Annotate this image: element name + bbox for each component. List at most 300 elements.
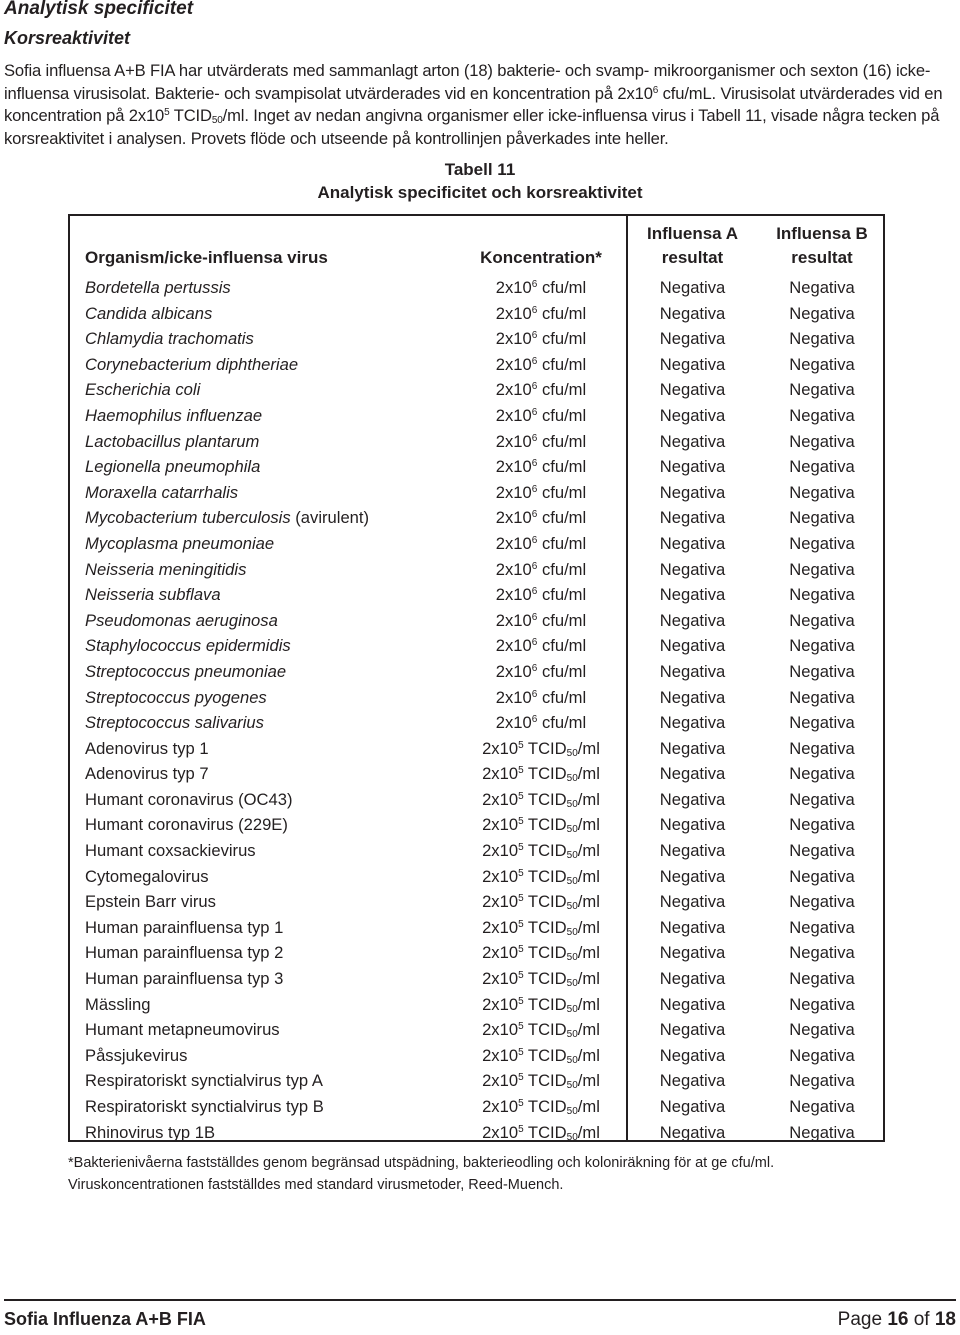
table-header — [70, 216, 883, 274]
organism-name — [85, 1017, 280, 1043]
conc-base: 2x10 — [495, 713, 532, 733]
conc-subscript: 50 — [566, 798, 578, 810]
flu-a-result: Negativa — [659, 380, 726, 400]
organism-name — [85, 889, 216, 915]
conc-subscript: 50 — [566, 1029, 578, 1041]
conc-base: 2x10 — [495, 559, 532, 579]
flu-b-result: Negativa — [789, 994, 855, 1014]
flu-a-result: Negativa — [659, 457, 726, 477]
conc-subscript: 50 — [566, 1080, 578, 1092]
header-flu-a-line2: resultat — [661, 248, 724, 267]
table-row — [70, 429, 883, 455]
conc-unit: TCID — [523, 789, 567, 809]
organism-name — [85, 1043, 187, 1069]
table-row — [70, 403, 883, 429]
concentration-cell — [456, 454, 626, 480]
concentration-cell — [456, 940, 626, 966]
flu-a-result: Negativa — [659, 405, 726, 425]
organism-name-text: Humant coxsackievirus — [85, 841, 256, 861]
footer-product: Sofia Influenza A+B FIA — [4, 1309, 206, 1329]
conc-exponent: 6 — [531, 355, 538, 367]
flu-b-result: Negativa — [789, 457, 855, 477]
conc-exponent: 5 — [518, 739, 524, 751]
intro-text-b: cfu/mL. Virusisolat utvärderades vid en koncentration på 2x10 — [4, 83, 943, 125]
organism-name — [85, 915, 283, 941]
conc-exponent: 6 — [531, 279, 538, 290]
conc-unit-suffix: /ml — [577, 1045, 600, 1065]
flu-a-result: Negativa — [659, 1097, 726, 1116]
organism-name-text: Neisseria meningitidis — [85, 559, 247, 579]
conc-base: 2x10 — [495, 405, 532, 425]
flu-b-result: Negativa — [789, 943, 855, 963]
organism-name-text: Human parainfluensa typ 1 — [85, 917, 284, 937]
header-flu-a-line1: Influensa A — [647, 224, 738, 243]
organism-name — [85, 812, 288, 838]
table-row — [70, 608, 883, 634]
section-heading: Analytisk specificitet — [4, 0, 194, 19]
table-number: Tabell 11 — [444, 160, 516, 179]
concentration-cell — [456, 838, 626, 864]
organism-name-text: Respiratoriskt synctialvirus typ A — [85, 1071, 323, 1091]
conc-exponent: 5 — [518, 842, 524, 854]
concentration-cell — [456, 557, 626, 583]
table-row — [70, 352, 883, 378]
conc-unit-suffix: /ml — [577, 1071, 600, 1091]
conc-exponent: 5 — [518, 790, 524, 802]
table-row — [70, 633, 883, 659]
conc-exponent: 6 — [531, 483, 538, 495]
flu-b-result: Negativa — [789, 354, 855, 374]
organism-name — [85, 275, 231, 301]
organism-name — [85, 454, 260, 480]
organism-name-text: Humant coronavirus (229E) — [85, 815, 288, 835]
header-flu-b-line2: resultat — [791, 248, 853, 267]
organism-name-text: Epstein Barr virus — [85, 892, 216, 912]
conc-unit: cfu/ml — [537, 482, 587, 502]
conc-unit-suffix: /ml — [577, 1122, 600, 1142]
conc-base: 2x10 — [482, 943, 519, 963]
conc-subscript: 50 — [566, 747, 578, 759]
intro-sup-a: 6 — [652, 84, 659, 96]
conc-base: 2x10 — [482, 815, 519, 835]
conc-base: 2x10 — [482, 764, 519, 784]
conc-exponent: 6 — [531, 637, 538, 649]
table-row — [70, 761, 883, 787]
conc-base: 2x10 — [482, 866, 519, 886]
concentration-cell — [456, 1120, 626, 1146]
flu-a-result: Negativa — [659, 943, 726, 963]
conc-exponent: 6 — [531, 611, 538, 623]
table-row — [70, 838, 883, 864]
flu-b-result: Negativa — [789, 866, 855, 886]
header-flu-b — [759, 222, 885, 270]
concentration-cell — [456, 480, 626, 506]
flu-b-result: Negativa — [789, 969, 855, 989]
conc-unit: cfu/ml — [537, 380, 587, 400]
conc-base: 2x10 — [495, 380, 532, 400]
conc-unit-suffix: /ml — [577, 892, 600, 912]
table-row — [70, 736, 883, 762]
conc-unit: cfu/ml — [537, 354, 587, 374]
conc-base: 2x10 — [495, 661, 532, 681]
table-row — [70, 685, 883, 711]
conc-unit-suffix: /ml — [577, 764, 600, 784]
conc-unit: cfu/ml — [537, 636, 587, 656]
conc-unit-suffix: /ml — [577, 994, 600, 1014]
table-row — [70, 377, 883, 403]
conc-base: 2x10 — [495, 457, 532, 477]
conc-unit: TCID — [523, 943, 567, 963]
conc-unit: TCID — [523, 764, 567, 784]
conc-exponent: 5 — [518, 918, 524, 930]
conc-base: 2x10 — [495, 508, 532, 528]
concentration-cell — [456, 864, 626, 890]
concentration-cell — [456, 1017, 626, 1043]
organism-name — [85, 480, 238, 506]
conc-exponent: 5 — [518, 1123, 524, 1135]
organism-name-text: Moraxella catarrhalis — [85, 482, 239, 502]
flu-a-result: Negativa — [659, 482, 726, 502]
flu-a-result: Negativa — [659, 661, 726, 681]
conc-unit-suffix: /ml — [577, 943, 600, 963]
table-row — [70, 889, 883, 915]
organism-name-text: Streptococcus pneumoniae — [85, 661, 287, 681]
flu-a-result: Negativa — [659, 1020, 726, 1040]
conc-subscript: 50 — [566, 824, 578, 836]
conc-exponent: 6 — [531, 509, 538, 521]
conc-unit: TCID — [523, 917, 567, 937]
conc-unit: TCID — [523, 1122, 567, 1142]
organism-name-text: Mässling — [85, 994, 151, 1014]
flu-a-result: Negativa — [659, 431, 726, 451]
organism-name — [85, 710, 264, 736]
flu-b-result: Negativa — [789, 610, 855, 630]
conc-unit: cfu/ml — [537, 303, 587, 323]
footnote-virus: Viruskoncentrationen fastställdes med standard virusmetoder, Reed-Muench. — [68, 1177, 564, 1193]
organism-name-text: Escherichia coli — [85, 380, 201, 400]
table-row — [70, 659, 883, 685]
flu-a-result: Negativa — [659, 815, 726, 835]
conc-subscript: 50 — [566, 875, 578, 887]
conc-unit: cfu/ml — [537, 533, 587, 553]
table-row — [70, 275, 883, 301]
conc-exponent: 6 — [531, 662, 538, 674]
conc-base: 2x10 — [495, 610, 532, 630]
concentration-cell — [456, 403, 626, 429]
conc-unit-suffix: /ml — [577, 866, 600, 886]
concentration-cell — [456, 633, 626, 659]
conc-unit-suffix: /ml — [577, 841, 600, 861]
conc-exponent: 5 — [518, 1046, 524, 1058]
conc-subscript: 50 — [566, 901, 578, 913]
conc-subscript: 50 — [566, 850, 578, 862]
conc-base: 2x10 — [482, 1097, 519, 1116]
organism-name — [85, 633, 291, 659]
conc-exponent: 6 — [531, 304, 538, 316]
flu-a-result: Negativa — [659, 533, 726, 553]
conc-exponent: 6 — [531, 714, 538, 726]
concentration-cell — [456, 429, 626, 455]
flu-a-result: Negativa — [659, 636, 726, 656]
conc-unit: cfu/ml — [537, 431, 587, 451]
conc-base: 2x10 — [495, 636, 532, 656]
conc-unit: TCID — [523, 1045, 567, 1065]
conc-subscript: 50 — [566, 926, 578, 938]
flu-b-result: Negativa — [789, 841, 855, 861]
conc-exponent: 6 — [531, 586, 538, 598]
organism-name — [85, 685, 267, 711]
concentration-cell — [456, 889, 626, 915]
flu-b-result: Negativa — [789, 405, 855, 425]
concentration-cell — [456, 761, 626, 787]
concentration-cell — [456, 685, 626, 711]
conc-subscript: 50 — [566, 773, 578, 785]
flu-b-result: Negativa — [789, 661, 855, 681]
table-row — [70, 966, 883, 992]
conc-exponent: 6 — [531, 330, 538, 342]
organism-name-text: Candida albicans — [85, 303, 213, 323]
flu-b-result: Negativa — [789, 533, 855, 553]
organism-name — [85, 966, 283, 992]
conc-base: 2x10 — [482, 738, 519, 758]
organism-name-text: Bordetella pertussis — [85, 278, 231, 297]
concentration-cell — [456, 352, 626, 378]
table-row — [70, 557, 883, 583]
organism-name-suffix: (avirulent) — [290, 508, 370, 528]
concentration-cell — [456, 531, 626, 557]
concentration-cell — [456, 966, 626, 992]
conc-unit: TCID — [523, 1020, 567, 1040]
table-title: Analytisk specificitet och korsreaktivitet — [317, 183, 643, 202]
organism-name-text: Pseudomonas aeruginosa — [85, 610, 278, 630]
section-subheading: Korsreaktivitet — [4, 28, 131, 48]
conc-unit-suffix: /ml — [577, 969, 600, 989]
concentration-cell — [456, 915, 626, 941]
concentration-cell — [456, 608, 626, 634]
organism-name — [85, 1068, 323, 1094]
flu-a-result: Negativa — [659, 303, 726, 323]
organism-name — [85, 429, 259, 455]
intro-sub: 50 — [211, 115, 223, 126]
conc-exponent: 5 — [518, 765, 524, 777]
conc-base: 2x10 — [495, 329, 532, 349]
organism-name — [85, 761, 209, 787]
conc-exponent: 5 — [518, 944, 524, 956]
table-row — [70, 582, 883, 608]
concentration-cell — [456, 1043, 626, 1069]
conc-unit: cfu/ml — [537, 713, 587, 733]
flu-b-result: Negativa — [789, 1097, 855, 1116]
conc-base: 2x10 — [482, 1020, 519, 1040]
conc-base: 2x10 — [482, 917, 519, 937]
concentration-cell — [456, 992, 626, 1018]
table-row — [70, 992, 883, 1018]
header-flu-b-line1: Influensa B — [776, 224, 868, 243]
table-row — [70, 1017, 883, 1043]
footer-page-number — [838, 1309, 956, 1331]
conc-unit-suffix: /ml — [577, 738, 600, 758]
flu-a-result: Negativa — [659, 508, 726, 528]
organism-name-text: Streptococcus salivarius — [85, 713, 264, 733]
intro-sup-b: 5 — [164, 107, 170, 118]
table-row — [70, 812, 883, 838]
flu-b-result: Negativa — [789, 1020, 855, 1040]
organism-name-text: Human parainfluensa typ 3 — [85, 969, 284, 989]
concentration-cell — [456, 582, 626, 608]
flu-b-result: Negativa — [789, 1122, 855, 1142]
flu-b-result: Negativa — [789, 303, 855, 323]
organism-name-text: Streptococcus pyogenes — [85, 687, 267, 707]
organism-name-text: Cytomegalovirus — [85, 866, 209, 886]
concentration-cell — [456, 710, 626, 736]
concentration-cell — [456, 1094, 626, 1120]
organism-name-text: Human parainfluensa typ 2 — [85, 943, 284, 963]
intro-text-d: /ml. Inget av nedan angivna organismer eller icke-influensa virus i Tabell 11, visade några tecken på korsreaktivitet i analysen. Provets flöde och utseende på kontrollinjen påverkades inte heller. — [4, 106, 940, 148]
organism-name — [85, 377, 200, 403]
organism-name-text: Påssjukevirus — [85, 1045, 188, 1065]
header-organism: Organism/icke-influensa virus — [85, 248, 328, 267]
conc-exponent: 5 — [518, 995, 524, 1007]
organism-name — [85, 864, 209, 890]
conc-base: 2x10 — [482, 1045, 519, 1065]
concentration-cell — [456, 1068, 626, 1094]
organism-name — [85, 787, 293, 813]
conc-unit: cfu/ml — [537, 687, 587, 707]
flu-a-result: Negativa — [659, 866, 726, 886]
conc-base: 2x10 — [482, 892, 519, 912]
flu-a-result: Negativa — [659, 610, 726, 630]
page-mid: of — [908, 1309, 935, 1330]
organism-name-text: Staphylococcus epidermidis — [85, 636, 291, 656]
flu-b-result: Negativa — [789, 585, 855, 605]
conc-subscript: 50 — [566, 952, 578, 964]
conc-unit: TCID — [523, 866, 567, 886]
flu-a-result: Negativa — [659, 764, 726, 784]
conc-exponent: 5 — [518, 970, 524, 982]
flu-a-result: Negativa — [659, 278, 726, 297]
organism-name — [85, 940, 283, 966]
conc-exponent: 6 — [531, 560, 538, 572]
organism-name — [85, 1094, 324, 1120]
conc-base: 2x10 — [482, 969, 519, 989]
conc-exponent: 5 — [518, 1098, 524, 1109]
table-row — [70, 787, 883, 813]
table-row — [70, 505, 883, 531]
conc-base: 2x10 — [482, 789, 519, 809]
conc-unit: cfu/ml — [537, 610, 587, 630]
organism-name — [85, 582, 221, 608]
concentration-cell — [456, 326, 626, 352]
flu-a-result: Negativa — [659, 738, 726, 758]
conc-unit: cfu/ml — [537, 508, 587, 528]
conc-unit: cfu/ml — [537, 661, 587, 681]
flu-b-result: Negativa — [789, 764, 855, 784]
header-flu-a — [626, 222, 759, 270]
flu-a-result: Negativa — [659, 713, 726, 733]
organism-name — [85, 659, 286, 685]
conc-unit: cfu/ml — [537, 457, 587, 477]
page-prefix: Page — [837, 1309, 888, 1330]
conc-subscript: 50 — [566, 1131, 578, 1143]
conc-unit-suffix: /ml — [577, 1097, 600, 1116]
table-row — [70, 1094, 883, 1120]
table-body — [70, 275, 883, 1145]
organism-name-text: Chlamydia trachomatis — [85, 329, 254, 349]
conc-unit: cfu/ml — [537, 585, 587, 605]
page-current: 16 — [887, 1309, 909, 1330]
organism-name-text: Neisseria subflava — [85, 585, 221, 605]
organism-name-text: Humant coronavirus (OC43) — [85, 789, 293, 809]
table-row — [70, 1043, 883, 1069]
organism-name — [85, 736, 209, 762]
flu-b-result: Negativa — [789, 789, 855, 809]
flu-a-result: Negativa — [659, 969, 726, 989]
conc-base: 2x10 — [482, 1071, 519, 1091]
concentration-cell — [456, 505, 626, 531]
conc-base: 2x10 — [482, 1122, 519, 1142]
conc-exponent: 6 — [531, 688, 538, 700]
flu-b-result: Negativa — [789, 329, 855, 349]
conc-subscript: 50 — [566, 1054, 578, 1066]
conc-unit: TCID — [523, 815, 567, 835]
conc-base: 2x10 — [482, 994, 519, 1014]
conc-unit: TCID — [523, 1071, 567, 1091]
concentration-cell — [456, 736, 626, 762]
conc-unit: cfu/ml — [537, 329, 587, 349]
flu-a-result: Negativa — [659, 994, 726, 1014]
organism-name — [85, 557, 246, 583]
organism-name-text: Mycobacterium tuberculosis — [85, 508, 291, 528]
organism-name — [85, 326, 254, 352]
intro-paragraph — [4, 60, 954, 150]
organism-name-text: Haemophilus influenzae — [85, 405, 263, 425]
footnote-bacteria: *Bakterienivåerna fastställdes genom begränsad utspädning, bakterieodling och koloniräkning för at ge cfu/ml. — [68, 1155, 775, 1171]
conc-exponent: 6 — [531, 432, 538, 444]
conc-exponent: 6 — [531, 534, 538, 546]
flu-a-result: Negativa — [659, 917, 726, 937]
concentration-cell — [456, 812, 626, 838]
table-row — [70, 864, 883, 890]
conc-unit: TCID — [523, 969, 567, 989]
flu-a-result: Negativa — [659, 1122, 726, 1142]
conc-unit: cfu/ml — [537, 278, 587, 297]
table-row — [70, 1068, 883, 1094]
flu-a-result: Negativa — [659, 789, 726, 809]
organism-name-text: Respiratoriskt synctialvirus typ B — [85, 1097, 324, 1116]
table-row — [70, 710, 883, 736]
conc-base: 2x10 — [495, 585, 532, 605]
page-total: 18 — [934, 1309, 956, 1330]
conc-base: 2x10 — [495, 303, 532, 323]
table-row — [70, 454, 883, 480]
organism-name-text: Legionella pneumophila — [85, 457, 261, 477]
flu-b-result: Negativa — [789, 636, 855, 656]
flu-a-result: Negativa — [659, 1071, 726, 1091]
footer-rule — [4, 1299, 956, 1301]
concentration-cell — [456, 787, 626, 813]
organism-name-text: Mycoplasma pneumoniae — [85, 533, 275, 553]
flu-a-result: Negativa — [659, 329, 726, 349]
organism-name-text: Corynebacterium diphtheriae — [85, 354, 299, 374]
table-row — [70, 326, 883, 352]
organism-name — [85, 1120, 215, 1146]
organism-name — [85, 608, 278, 634]
table-row — [70, 915, 883, 941]
conc-exponent: 5 — [518, 1021, 524, 1033]
conc-subscript: 50 — [566, 1106, 578, 1117]
flu-b-result: Negativa — [789, 713, 855, 733]
organism-name-text: Adenovirus typ 7 — [85, 764, 209, 784]
